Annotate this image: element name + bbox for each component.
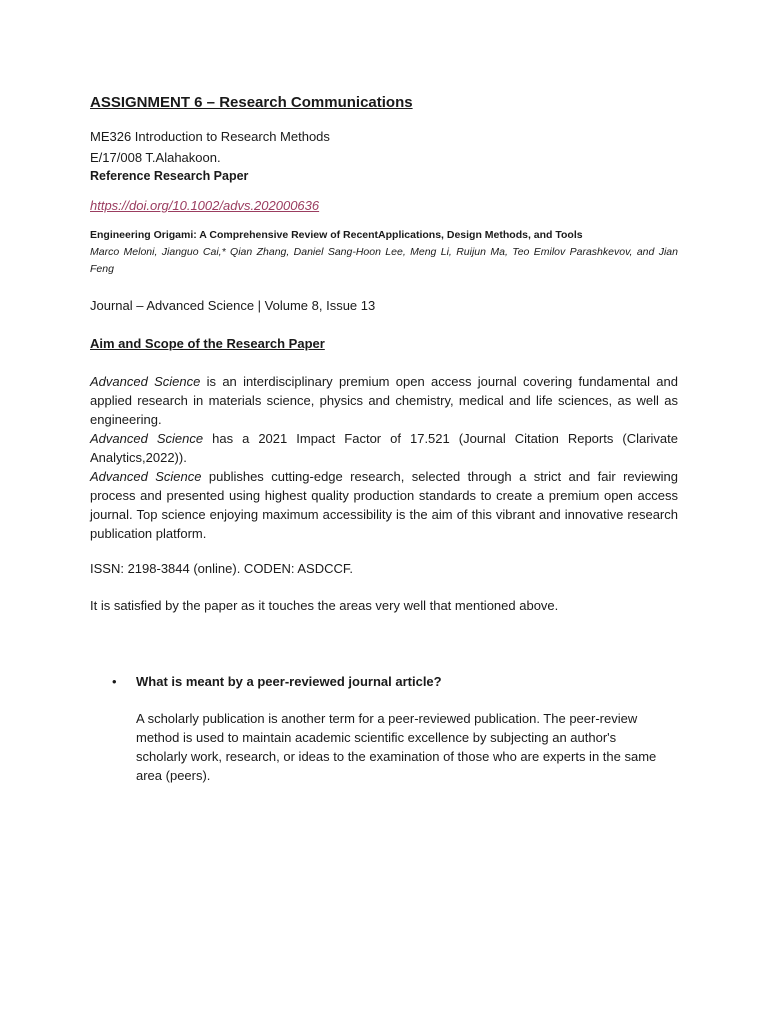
doi-link[interactable]: https://doi.org/10.1002/advs.202000636 <box>90 198 320 213</box>
journal-name: Advanced Science <box>90 469 202 484</box>
aim-paragraph-1 <box>90 372 678 429</box>
question-bullet <box>112 674 442 689</box>
aim-paragraph-3-text: publishes cutting-edge research, selected through a strict and fair reviewing process and presented using highest quality production standards to create a premium open access journal. Top science enjoying maximum accessibility is the aim of this vibrant and innovative research publication platform. <box>90 469 678 541</box>
aim-scope-heading: Aim and Scope of the Research Paper <box>90 336 325 351</box>
assignment-title: ASSIGNMENT 6 – Research Communications <box>90 94 413 111</box>
aim-paragraph-2 <box>90 429 678 467</box>
course-line: ME326 Introduction to Research Methods <box>90 129 330 144</box>
question-text: What is meant by a peer-reviewed journal article? <box>136 674 442 689</box>
answer-paragraph: A scholarly publication is another term for a peer-reviewed publication. The peer-review method is used to maintain academic scientific excellence by subjecting an author's scholarly work, research, or ideas to the examination of those who are experts in the same area (peers). <box>136 711 657 783</box>
journal-line: Journal – Advanced Science | Volume 8, Issue 13 <box>90 298 376 313</box>
issn-line: ISSN: 2198-3844 (online). CODEN: ASDCCF. <box>90 561 353 576</box>
journal-name: Advanced Science <box>90 431 204 446</box>
bullet-icon: • <box>112 674 117 689</box>
satisfied-line: It is satisfied by the paper as it touches the areas very well that mentioned above. <box>90 598 559 613</box>
student-line: E/17/008 T.Alahakoon. <box>90 150 221 165</box>
reference-label: Reference Research Paper <box>90 169 249 183</box>
aim-paragraph-3 <box>90 467 678 543</box>
paper-title: Engineering Origami: A Comprehensive Review of RecentApplications, Design Methods, and Tools <box>90 229 583 241</box>
aim-paragraph-2-text: has a 2021 Impact Factor of 17.521 (Journal Citation Reports (Clarivate Analytics,2022)). <box>90 431 678 465</box>
journal-name: Advanced Science <box>90 374 201 389</box>
paper-authors: Marco Meloni, Jianguo Cai,* Qian Zhang, Daniel Sang-Hoon Lee, Meng Li, Ruijun Ma, Teo Emilov Parashkevov, and Jian Feng <box>90 246 678 275</box>
aim-paragraph-1-text: is an interdisciplinary premium open access journal covering fundamental and applied research in materials science, physics and chemistry, medical and life sciences, as well as engineering. <box>90 374 678 427</box>
